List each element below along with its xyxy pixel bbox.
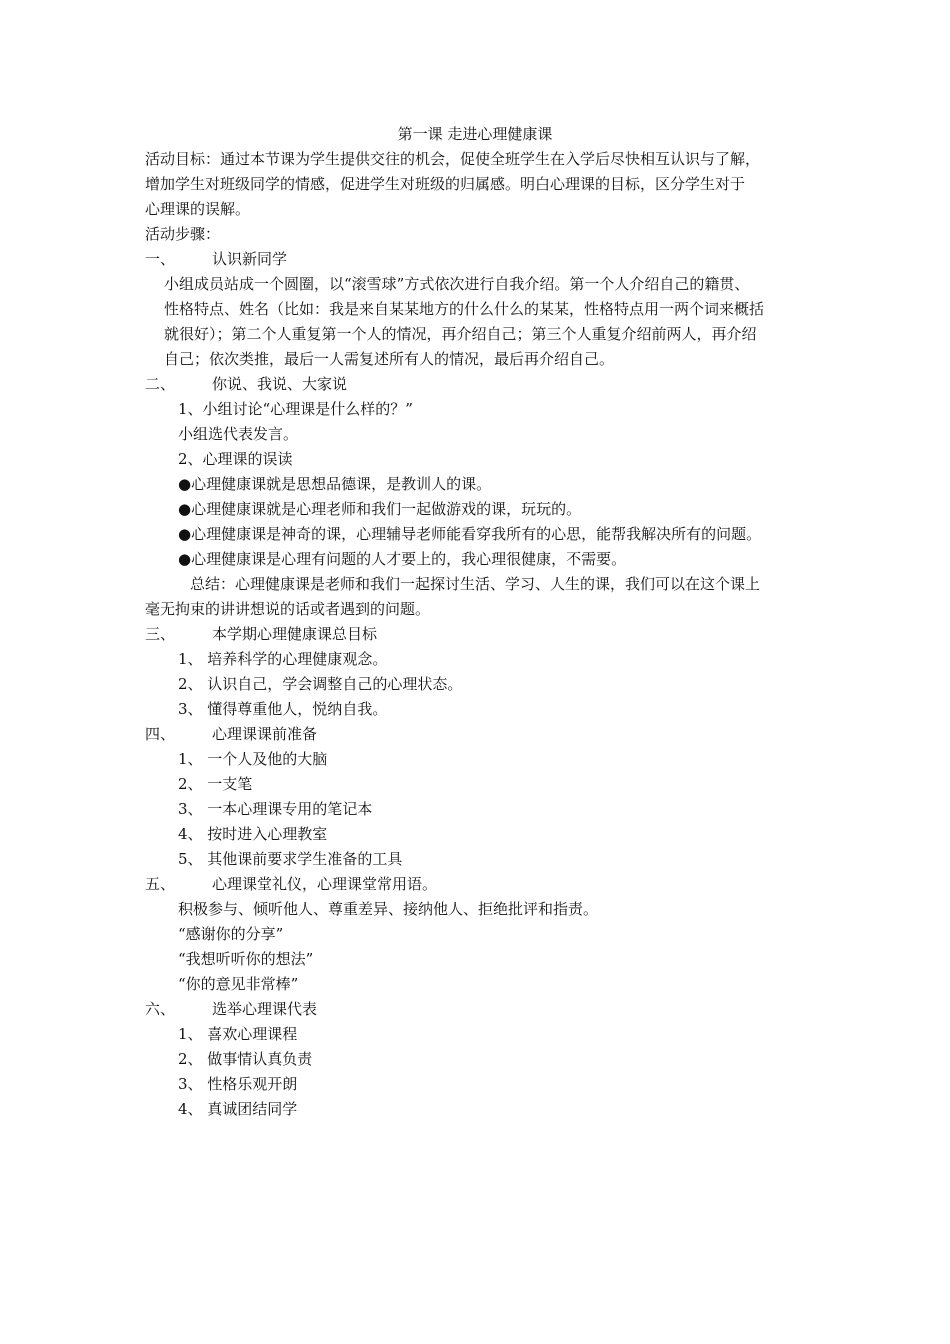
goal-line: 心理课的误解。 — [145, 200, 251, 218]
list-item: 2、 认识自己，学会调整自己的心理状态。 — [178, 675, 463, 693]
section-title: 认识新同学 — [212, 250, 288, 268]
section-title: 选举心理课代表 — [212, 1000, 318, 1018]
section-number: 三、 — [145, 625, 176, 643]
list-item: 1、小组讨论“心理课是什么样的？” — [178, 400, 413, 418]
list-item: 2、 做事情认真负责 — [178, 1050, 313, 1068]
section-heading — [145, 247, 287, 272]
section-heading — [145, 372, 347, 397]
quote-line: “你的意见非常棒” — [178, 975, 299, 993]
section-number: 五、 — [145, 875, 176, 893]
steps-label: 活动步骤： — [145, 225, 221, 243]
section-heading — [145, 997, 317, 1022]
list-item: 5、 其他课前要求学生准备的工具 — [178, 850, 403, 868]
bullet-item: ●心理健康课就是心理老师和我们一起做游戏的课，玩玩的。 — [178, 500, 582, 518]
section-title: 心理课课前准备 — [212, 725, 318, 743]
list-item: 3、 懂得尊重他人，悦纳自我。 — [178, 700, 388, 718]
list-item: 4、 按时进入心理教室 — [178, 825, 328, 843]
list-item: 1、 培养科学的心理健康观念。 — [178, 650, 388, 668]
paragraph-line: 性格特点、姓名（比如：我是来自某某地方的什么什么的某某，性格特点用一两个词来概括 — [164, 300, 765, 318]
paragraph-line: 小组成员站成一个圆圈，以“滚雪球”方式依次进行自我介绍。第一个人介绍自己的籍贯、 — [164, 275, 750, 293]
section-number: 一、 — [145, 250, 176, 268]
paragraph-line: 自己；依次类推，最后一人需复述所有人的情况，最后再介绍自己。 — [164, 350, 615, 368]
list-item: 1、 喜欢心理课程 — [178, 1025, 298, 1043]
paragraph-line: 积极参与、倾听他人、尊重差异、接纳他人、拒绝批评和指责。 — [178, 900, 599, 918]
bullet-item: ●心理健康课是心理有问题的人才要上的，我心理很健康，不需要。 — [178, 550, 627, 568]
bullet-item: ●心理健康课就是思想品德课，是教训人的课。 — [178, 475, 492, 493]
list-item: 3、 一本心理课专用的笔记本 — [178, 800, 373, 818]
section-heading — [145, 722, 317, 747]
list-item: 小组选代表发言。 — [178, 425, 299, 443]
section-title: 心理课堂礼仪，心理课堂常用语。 — [212, 875, 438, 893]
document-title: 第一课 走进心理健康课 — [397, 125, 553, 143]
list-item: 2、 一支笔 — [178, 775, 253, 793]
summary-line: 毫无拘束的讲讲想说的话或者遇到的问题。 — [145, 600, 431, 618]
section-heading — [145, 622, 377, 647]
bullet-item: ●心理健康课是神奇的课，心理辅导老师能看穿我所有的心思，能帮我解决所有的问题。 — [178, 525, 762, 543]
section-number: 六、 — [145, 1000, 176, 1018]
section-title: 你说、我说、大家说 — [212, 375, 348, 393]
quote-line: “感谢你的分享” — [178, 925, 284, 943]
summary-line: 总结：心理健康课是老师和我们一起探讨生活、学习、人生的课，我们可以在这个课上 — [190, 575, 761, 593]
list-item: 3、 性格乐观开朗 — [178, 1075, 298, 1093]
section-number: 四、 — [145, 725, 176, 743]
list-item: 1、 一个人及他的大脑 — [178, 750, 328, 768]
section-number: 二、 — [145, 375, 176, 393]
list-item: 4、 真诚团结同学 — [178, 1100, 298, 1118]
goal-line: 增加学生对班级同学的情感，促进学生对班级的归属感。明白心理课的目标，区分学生对于 — [145, 175, 746, 193]
paragraph-line: 就很好）；第二个人重复第一个人的情况，再介绍自己；第三个人重复介绍前两人，再介绍 — [164, 325, 757, 343]
list-item: 2、心理课的误读 — [178, 450, 293, 468]
section-title: 本学期心理健康课总目标 — [212, 625, 378, 643]
section-heading — [145, 872, 437, 897]
quote-line: “我想听听你的想法” — [178, 950, 314, 968]
goal-line: 活动目标：通过本节课为学生提供交往的机会，促使全班学生在入学后尽快相互认识与了解， — [145, 150, 761, 168]
